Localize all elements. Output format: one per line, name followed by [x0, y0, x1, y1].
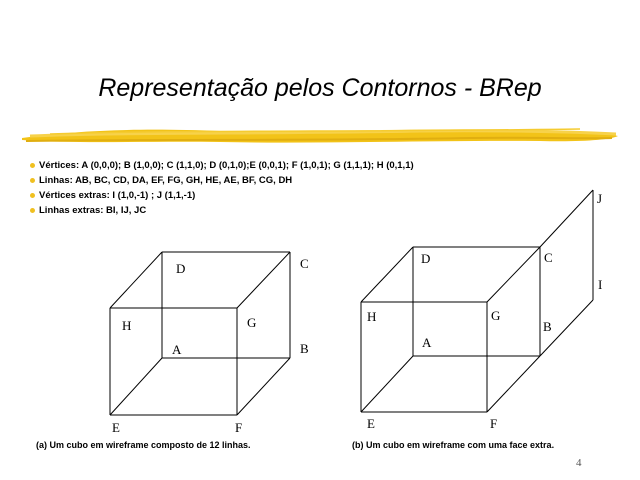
vertex-label-d: D — [176, 261, 186, 276]
bullet-text-extra-vertices: Vértices extras: I (1,0,-1) ; J (1,1,-1) — [39, 190, 196, 201]
cube-wireframe-a — [110, 252, 290, 415]
vertex-label-h: H — [122, 318, 132, 333]
vertex-label-e: E — [367, 416, 375, 431]
vertex-label-e: E — [112, 420, 120, 435]
cube-labels-b — [367, 191, 602, 431]
slide-title: Representação pelos Contornos - BRep — [98, 74, 542, 102]
vertex-label-f: F — [490, 416, 498, 431]
bullet-text-vertices: Vértices: A (0,0,0); B (1,0,0); C (1,1,0); D (0,1,0);E (0,0,1); F (1,0,1); G (1,1,1); H (0,1,1) — [39, 160, 414, 171]
cube-labels-a — [112, 256, 309, 435]
cube-wireframe-b — [361, 190, 593, 412]
vertex-label-f: F — [235, 420, 243, 435]
vertex-label-j: J — [597, 191, 603, 206]
vertex-label-d: D — [421, 251, 431, 266]
bullet-text-lines: Linhas: AB, BC, CD, DA, EF, FG, GH, HE, AE, BF, CG, DH — [39, 175, 293, 186]
bullet-text-extra-lines: Linhas extras: BI, IJ, JC — [39, 205, 147, 216]
page-number: 4 — [576, 457, 582, 469]
vertex-label-b: B — [300, 341, 309, 356]
vertex-label-h: H — [367, 309, 377, 324]
caption-figure-b: (b) Um cubo em wireframe com uma face extra. — [352, 440, 555, 450]
vertex-label-a: A — [172, 342, 182, 357]
vertex-label-g: G — [491, 308, 501, 323]
vertex-label-a: A — [422, 335, 432, 350]
vertex-label-g: G — [247, 315, 257, 330]
vertex-label-c: C — [544, 250, 553, 265]
vertex-label-b: B — [543, 319, 552, 334]
vertex-label-i: I — [598, 277, 603, 292]
vertex-label-c: C — [300, 256, 309, 271]
caption-figure-a: (a) Um cubo em wireframe composto de 12 linhas. — [36, 440, 251, 450]
